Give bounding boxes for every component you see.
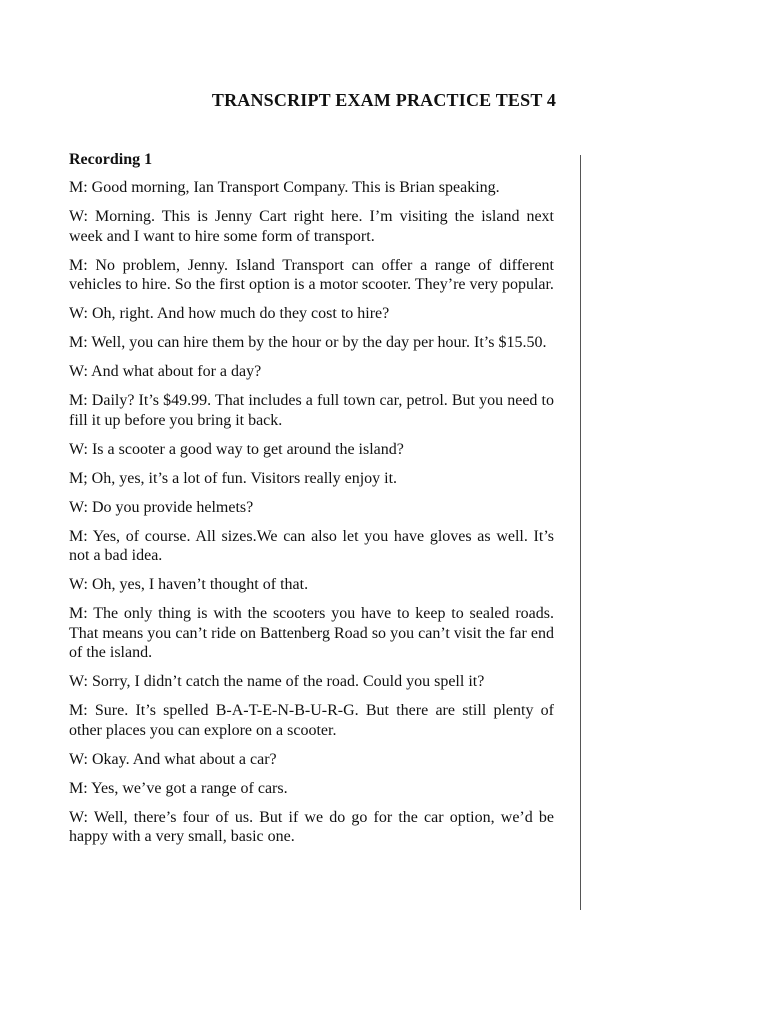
transcript-line: W: Oh, right. And how much do they cost to hire? xyxy=(69,305,390,322)
transcript-line: W: Sorry, I didn’t catch the name of the road. Could you spell it? xyxy=(69,673,485,690)
transcript-line: W: Is a scooter a good way to get around the island? xyxy=(69,440,404,458)
transcript-line: M: Daily? It’s $49.99. That includes a full town car, petrol. But you need to fill it up before you bring it back. xyxy=(69,392,554,429)
transcript-line: W: Morning. This is Jenny Cart right here. I’m visiting the island next week and I want to hire some form of transport. xyxy=(69,208,554,245)
transcript-line: W: And what about for a day? xyxy=(69,363,262,380)
document-title: TRANSCRIPT EXAM PRACTICE TEST 4 xyxy=(211,90,557,110)
transcript-line: W: Do you provide helmets? xyxy=(69,498,254,516)
transcript-line: W: Well, there’s four of us. But if we do go for the car option, we’d be happy with a very small, basic one. xyxy=(69,808,554,845)
margin-rule xyxy=(580,155,581,910)
transcript-line: M: The only thing is with the scooters you have to keep to sealed roads. That means you can’t ride on Battenberg Road so you can’t visit the far end of the island. xyxy=(69,605,554,661)
section-heading: Recording 1 xyxy=(69,151,153,168)
transcript-line: M: Well, you can hire them by the hour or by the day per hour. It’s $15.50. xyxy=(69,334,547,351)
transcript-body xyxy=(69,150,554,856)
transcript-line: M: No problem, Jenny. Island Transport can offer a range of different vehicles to hire. So the first option is a motor scooter. They’re very popular. xyxy=(69,256,554,293)
transcript-line: M; Oh, yes, it’s a lot of fun. Visitors really enjoy it. xyxy=(69,469,398,487)
transcript-line: M: Sure. It’s spelled B-A-T-E-N-B-U-R-G. But there are still plenty of other places you can explore on a scooter. xyxy=(69,702,554,739)
transcript-line: M: Yes, we’ve got a range of cars. xyxy=(69,779,288,797)
transcript-line: M: Good morning, Ian Transport Company. This is Brian speaking. xyxy=(69,179,500,196)
transcript-line: M: Yes, of course. All sizes.We can also let you have gloves as well. It’s not a bad idea. xyxy=(69,527,554,564)
transcript-line: W: Okay. And what about a car? xyxy=(69,750,277,768)
transcript-line: W: Oh, yes, I haven’t thought of that. xyxy=(69,576,309,593)
